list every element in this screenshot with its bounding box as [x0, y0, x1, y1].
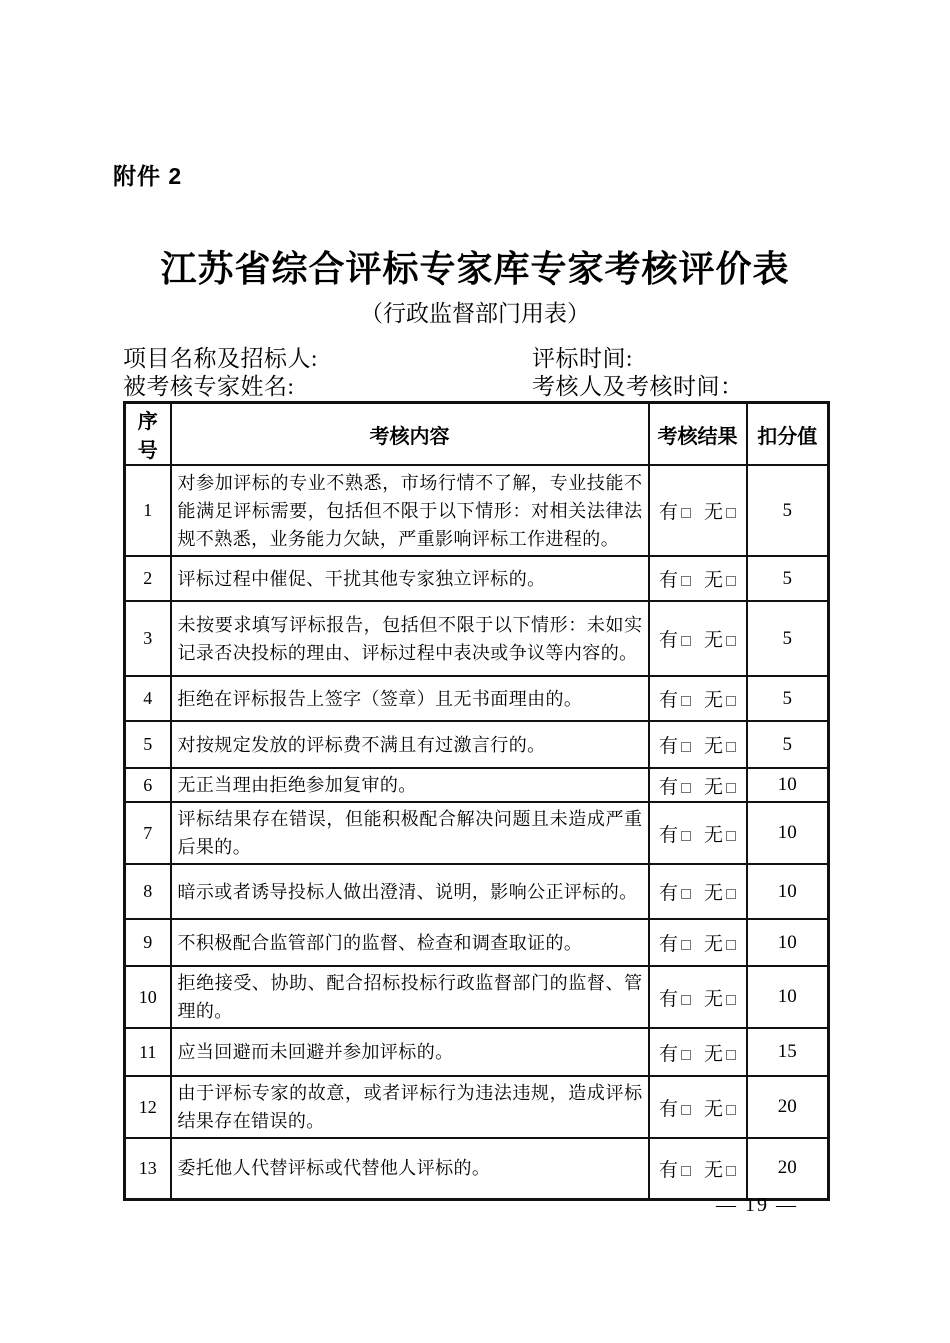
option-no-label: 无 [704, 934, 724, 955]
row-assessment-result [649, 768, 747, 802]
row-deduction-value: 5 [747, 601, 829, 676]
row-assessment-content: 对参加评标的专业不熟悉，市场行情不了解，专业技能不能满足评标需要，包括但不限于以下情形：对相关法律法规不熟悉，业务能力欠缺，严重影响评标工作进程的。 [171, 465, 649, 556]
row-assessment-result [649, 966, 747, 1028]
yes-checkbox-icon [681, 940, 691, 950]
page-title: 江苏省综合评标专家库专家考核评价表 [160, 249, 790, 289]
row-assessment-result [649, 919, 747, 966]
table-row [125, 601, 829, 676]
option-yes [659, 820, 691, 847]
option-yes [659, 731, 691, 758]
table-row [125, 556, 829, 601]
row-assessment-content: 应当回避而未回避并参加评标的。 [171, 1028, 649, 1076]
row-sequence-number: 6 [125, 768, 171, 802]
option-no-label: 无 [704, 502, 724, 523]
no-checkbox-icon [726, 742, 736, 752]
table-row [125, 802, 829, 864]
table-header-row [125, 403, 829, 466]
row-deduction-value: 20 [747, 1076, 829, 1138]
row-sequence-number: 5 [125, 721, 171, 768]
row-deduction-value: 15 [747, 1028, 829, 1076]
yes-checkbox-icon [681, 995, 691, 1005]
option-yes [659, 565, 691, 592]
option-yes-label: 有 [658, 934, 678, 955]
option-no-label: 无 [704, 1098, 724, 1120]
option-yes-label: 有 [658, 988, 678, 1010]
table-row [125, 1076, 829, 1138]
table-row [125, 676, 829, 721]
row-deduction-value: 5 [747, 721, 829, 768]
yes-checkbox-icon [681, 636, 691, 646]
option-no [704, 565, 736, 592]
option-no [704, 731, 736, 758]
option-yes [659, 1155, 691, 1182]
yes-checkbox-icon [681, 783, 691, 793]
page-number: — 19 — [716, 1194, 798, 1216]
row-assessment-result [649, 864, 747, 919]
row-deduction-value: 10 [747, 802, 829, 864]
table-row [125, 768, 829, 802]
option-yes-label: 有 [658, 824, 678, 846]
yes-checkbox-icon [681, 1166, 691, 1176]
option-no-label: 无 [704, 824, 724, 846]
option-yes [659, 685, 691, 712]
row-sequence-number: 12 [125, 1076, 171, 1138]
row-assessment-content: 由于评标专家的故意，或者评标行为违法违规，造成评标结果存在错误的。 [171, 1076, 649, 1138]
attachment-label: 附件 2 [113, 163, 183, 189]
option-no-label: 无 [704, 1043, 724, 1065]
row-sequence-number: 8 [125, 864, 171, 919]
option-yes-label: 有 [658, 736, 678, 757]
row-assessment-content: 不积极配合监管部门的监督、检查和调查取证的。 [171, 919, 649, 966]
no-checkbox-icon [726, 995, 736, 1005]
col-header-result: 考核结果 [649, 403, 747, 466]
evaluation-time-label: 评标时间: [532, 346, 633, 371]
row-assessment-result [649, 721, 747, 768]
row-sequence-number: 10 [125, 966, 171, 1028]
option-no-label: 无 [704, 630, 724, 651]
row-sequence-number: 2 [125, 556, 171, 601]
row-assessment-content: 拒绝在评标报告上签字（签章）且无书面理由的。 [171, 676, 649, 721]
option-no-label: 无 [704, 776, 724, 798]
row-sequence-number: 4 [125, 676, 171, 721]
option-no [704, 685, 736, 712]
option-yes-label: 有 [658, 1043, 678, 1065]
no-checkbox-icon [726, 1105, 736, 1115]
option-no-label: 无 [704, 988, 724, 1010]
row-deduction-value: 10 [747, 919, 829, 966]
no-checkbox-icon [726, 696, 736, 706]
form-line-2 [123, 368, 833, 401]
option-yes-label: 有 [658, 690, 678, 711]
row-assessment-result [649, 601, 747, 676]
row-sequence-number: 11 [125, 1028, 171, 1076]
assessment-table [123, 401, 830, 1201]
option-no [704, 1039, 736, 1066]
row-deduction-value: 20 [747, 1138, 829, 1199]
option-no-label: 无 [704, 883, 724, 904]
assessor-time-label: 考核人及考核时间： [532, 374, 744, 399]
col-header-deduction: 扣分值 [747, 403, 829, 466]
no-checkbox-icon [726, 940, 736, 950]
option-yes [659, 929, 691, 956]
no-checkbox-icon [726, 636, 736, 646]
no-checkbox-icon [726, 783, 736, 793]
option-yes [659, 497, 691, 524]
row-sequence-number: 7 [125, 802, 171, 864]
row-sequence-number: 13 [125, 1138, 171, 1199]
expert-name-label: 被考核专家姓名: [123, 374, 295, 399]
option-no [704, 772, 736, 799]
row-assessment-content: 对按规定发放的评标费不满且有过激言行的。 [171, 721, 649, 768]
option-yes-label: 有 [658, 1159, 678, 1181]
yes-checkbox-icon [681, 1105, 691, 1115]
table-row [125, 864, 829, 919]
option-no [704, 878, 736, 905]
no-checkbox-icon [726, 1166, 736, 1176]
yes-checkbox-icon [681, 831, 691, 841]
no-checkbox-icon [726, 831, 736, 841]
option-yes-label: 有 [658, 1098, 678, 1120]
option-yes-label: 有 [658, 883, 678, 904]
row-sequence-number: 3 [125, 601, 171, 676]
option-yes [659, 1039, 691, 1066]
table-row [125, 966, 829, 1028]
option-no [704, 1155, 736, 1182]
row-assessment-result [649, 556, 747, 601]
row-assessment-content: 暗示或者诱导投标人做出澄清、说明，影响公正评标的。 [171, 864, 649, 919]
option-yes [659, 878, 691, 905]
option-no-label: 无 [704, 570, 724, 591]
option-no [704, 497, 736, 524]
option-no-label: 无 [704, 736, 724, 757]
yes-checkbox-icon [681, 508, 691, 518]
option-no [704, 929, 736, 956]
option-no [704, 820, 736, 847]
yes-checkbox-icon [681, 742, 691, 752]
page-subtitle: （行政监督部门用表） [360, 301, 590, 326]
yes-checkbox-icon [681, 576, 691, 586]
yes-checkbox-icon [681, 696, 691, 706]
row-assessment-result [649, 465, 747, 556]
row-deduction-value: 10 [747, 864, 829, 919]
row-assessment-result [649, 1138, 747, 1199]
table-row [125, 919, 829, 966]
table-row [125, 721, 829, 768]
row-assessment-result [649, 802, 747, 864]
row-assessment-result [649, 1076, 747, 1138]
row-sequence-number: 1 [125, 465, 171, 556]
no-checkbox-icon [726, 576, 736, 586]
row-assessment-content: 评标结果存在错误，但能积极配合解决问题且未造成严重后果的。 [171, 802, 649, 864]
option-yes [659, 984, 691, 1011]
option-yes-label: 有 [658, 570, 678, 591]
yes-checkbox-icon [681, 1050, 691, 1060]
project-name-label: 项目名称及招标人: [123, 346, 318, 371]
option-yes [659, 772, 691, 799]
option-yes [659, 625, 691, 652]
table-row [125, 1138, 829, 1199]
row-sequence-number: 9 [125, 919, 171, 966]
no-checkbox-icon [726, 1050, 736, 1060]
option-no-label: 无 [704, 690, 724, 711]
row-assessment-content: 评标过程中催促、干扰其他专家独立评标的。 [171, 556, 649, 601]
yes-checkbox-icon [681, 889, 691, 899]
option-yes-label: 有 [658, 502, 678, 523]
option-yes-label: 有 [658, 776, 678, 798]
col-header-content: 考核内容 [171, 403, 649, 466]
option-no [704, 625, 736, 652]
option-no-label: 无 [704, 1159, 724, 1181]
no-checkbox-icon [726, 889, 736, 899]
row-deduction-value: 5 [747, 556, 829, 601]
table-row [125, 1028, 829, 1076]
row-assessment-content: 未按要求填写评标报告，包括但不限于以下情形：未如实记录否决投标的理由、评标过程中表决或争议等内容的。 [171, 601, 649, 676]
col-header-seq: 序号 [125, 403, 171, 466]
row-deduction-value: 5 [747, 465, 829, 556]
row-deduction-value: 10 [747, 966, 829, 1028]
option-no [704, 984, 736, 1011]
row-deduction-value: 5 [747, 676, 829, 721]
table-row [125, 465, 829, 556]
row-assessment-result [649, 676, 747, 721]
row-assessment-content: 无正当理由拒绝参加复审的。 [171, 768, 649, 802]
row-assessment-content: 拒绝接受、协助、配合招标投标行政监督部门的监督、管理的。 [171, 966, 649, 1028]
no-checkbox-icon [726, 508, 736, 518]
row-assessment-content: 委托他人代替评标或代替他人评标的。 [171, 1138, 649, 1199]
option-yes-label: 有 [658, 630, 678, 651]
option-no [704, 1094, 736, 1121]
option-yes [659, 1094, 691, 1121]
row-deduction-value: 10 [747, 768, 829, 802]
row-assessment-result [649, 1028, 747, 1076]
